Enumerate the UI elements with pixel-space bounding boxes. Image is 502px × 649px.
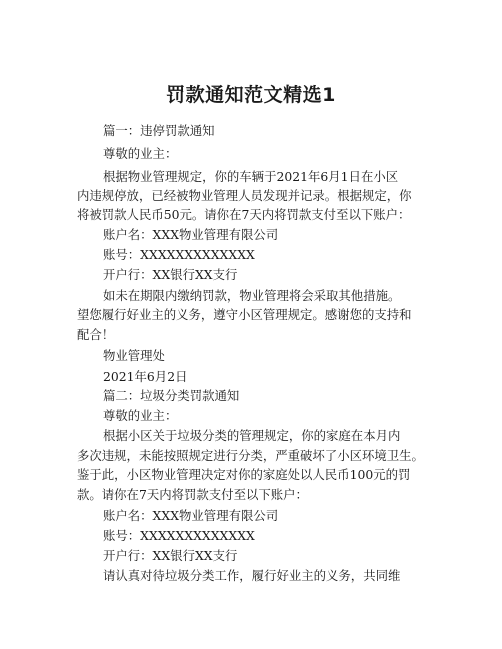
section-heading-1: 篇一：违停罚款通知 — [103, 123, 215, 138]
salutation-1: 尊敬的业主： — [103, 146, 178, 161]
body-line: 请认真对待垃圾分类工作，履行好业主的义务，共同维 — [103, 568, 401, 583]
document-title: 罚款通知范文精选1 — [166, 84, 336, 106]
body-line: 内违规停放，已经被物业管理人员发现并记录。根据规定，你 — [77, 188, 412, 203]
account-number-1: 账号：XXXXXXXXXXXXX — [103, 247, 255, 262]
date-1: 2021年6月2日 — [103, 369, 188, 384]
body-line: 多次违规，未能按照规定进行分类，严重破坏了小区环境卫生。 — [77, 448, 424, 463]
body-line: 鉴于此，小区物业管理决定对你的家庭处以人民币100元的罚 — [77, 467, 411, 482]
bank-branch-1: 开户行：XX银行XX支行 — [103, 267, 238, 282]
body-line: 将被罚款人民币50元。请你在7天内将罚款支付至以下账户： — [77, 207, 411, 222]
section-heading-2: 篇二：垃圾分类罚款通知 — [103, 388, 240, 403]
bank-branch-2: 开户行：XX银行XX支行 — [103, 548, 238, 563]
account-name-1: 账户名：XXX物业管理有限公司 — [103, 227, 279, 242]
body-line: 根据物业管理规定，你的车辆于2021年6月1日在小区 — [103, 169, 399, 184]
body-line: 根据小区关于垃圾分类的管理规定，你的家庭在本月内 — [103, 428, 401, 443]
body-line: 望您履行好业主的义务，遵守小区管理规定。感谢您的支持和 — [77, 307, 412, 322]
body-line: 款。请你在7天内将罚款支付至以下账户： — [77, 487, 308, 502]
account-number-2: 账号：XXXXXXXXXXXXX — [103, 528, 255, 543]
signature-1: 物业管理处 — [103, 348, 165, 363]
body-line: 配合！ — [77, 327, 115, 342]
account-name-2: 账户名：XXX物业管理有限公司 — [103, 508, 279, 523]
salutation-2: 尊敬的业主： — [103, 408, 178, 423]
body-line: 如未在期限内缴纳罚款，物业管理将会采取其他措施。 — [103, 288, 401, 303]
